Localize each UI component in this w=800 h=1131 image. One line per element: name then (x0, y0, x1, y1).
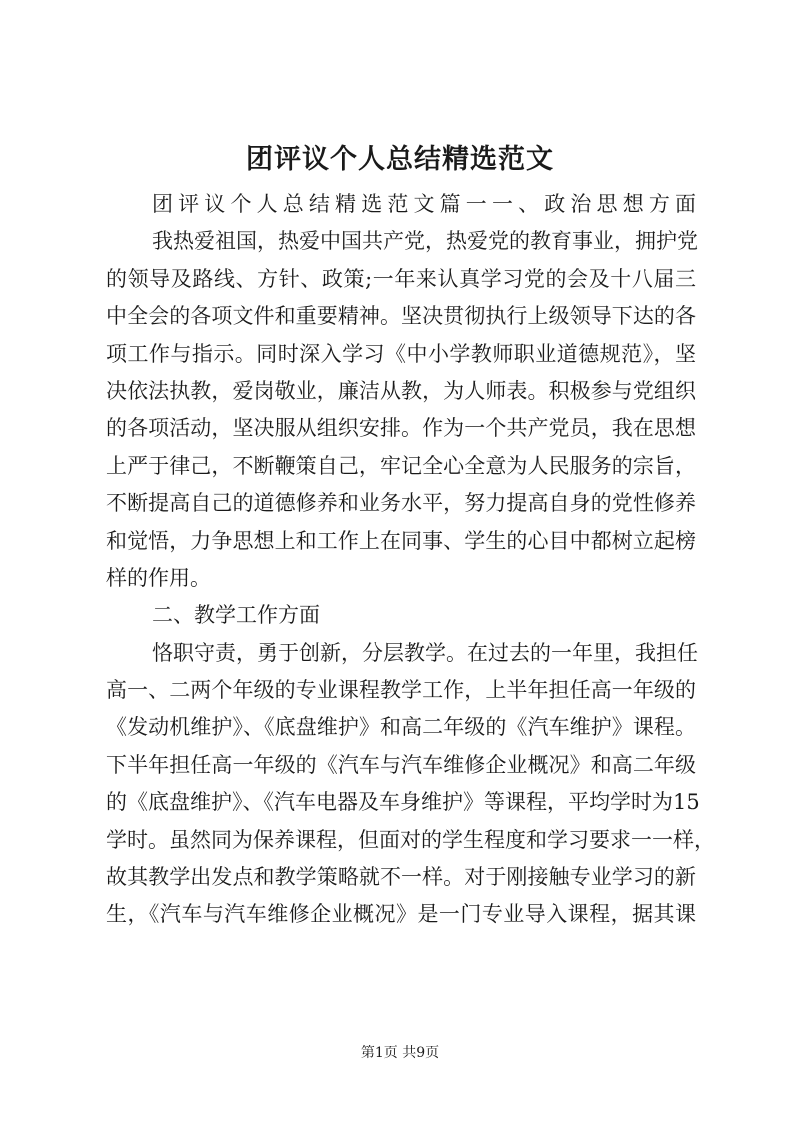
paragraph-line: 中全会的各项文件和重要精神。坚决贯彻执行上级领导下达的各 (106, 304, 696, 329)
paragraph-line: 项工作与指示。同时深入学习《中小学教师职业道德规范》，坚 (106, 341, 696, 366)
paragraph-line: 故其教学出发点和教学策略就不一样。对于刚接触专业学习的新 (106, 865, 696, 890)
section-heading-line: 团评议个人总结精选范文篇一一、政治思想方面 (152, 192, 696, 216)
paragraph-line: 《发动机维护》、《底盘维护》和高二年级的《汽车维护》课程。 (106, 715, 696, 740)
paragraph-line: 生，《汽车与汽车维修企业概况》是一门专业导入课程，据其课 (106, 902, 696, 927)
section-heading-line: 二、教学工作方面 (152, 603, 320, 628)
paragraph-line: 样的作用。 (106, 565, 211, 590)
paragraph-line: 的领导及路线、方针、政策;一年来认真学习党的会及十八届三 (106, 266, 696, 291)
paragraph-line: 我热爱祖国，热爱中国共产党，热爱党的教育事业，拥护党 (152, 229, 698, 254)
paragraph-line: 学时。虽然同为保养课程，但面对的学生程度和学习要求一一样， (106, 827, 715, 852)
paragraph-line: 不断提高自己的道德修养和业务水平，努力提高自身的党性修养 (106, 491, 696, 516)
document-title: 团评议个人总结精选范文 (246, 144, 554, 175)
paragraph-line: 下半年担任高一年级的《汽车与汽车维修企业概况》和高二年级 (106, 752, 696, 777)
paragraph-line: 的各项活动，坚决服从组织安排。作为一个共产党员，我在思想 (106, 416, 696, 441)
document-body (106, 186, 715, 934)
paragraph-line: 和觉悟，力争思想上和工作上在同事、学生的心目中都树立起榜 (106, 528, 696, 553)
paragraph-line: 恪职守责，勇于创新，分层教学。在过去的一年里，我担任 (152, 640, 698, 665)
paragraph-line: 高一、二两个年级的专业课程教学工作，上半年担任高一年级的 (106, 678, 696, 703)
paragraph-line: 决依法执教，爱岗敬业，廉洁从教，为人师表。积极参与党组织 (106, 378, 696, 403)
paragraph-line: 的《底盘维护》、《汽车电器及车身维护》等课程，平均学时为15 (106, 790, 700, 815)
paragraph-line: 上严于律己，不断鞭策自己，牢记全心全意为人民服务的宗旨， (106, 453, 696, 478)
page-number-footer: 第1页 共9页 (360, 1045, 440, 1061)
